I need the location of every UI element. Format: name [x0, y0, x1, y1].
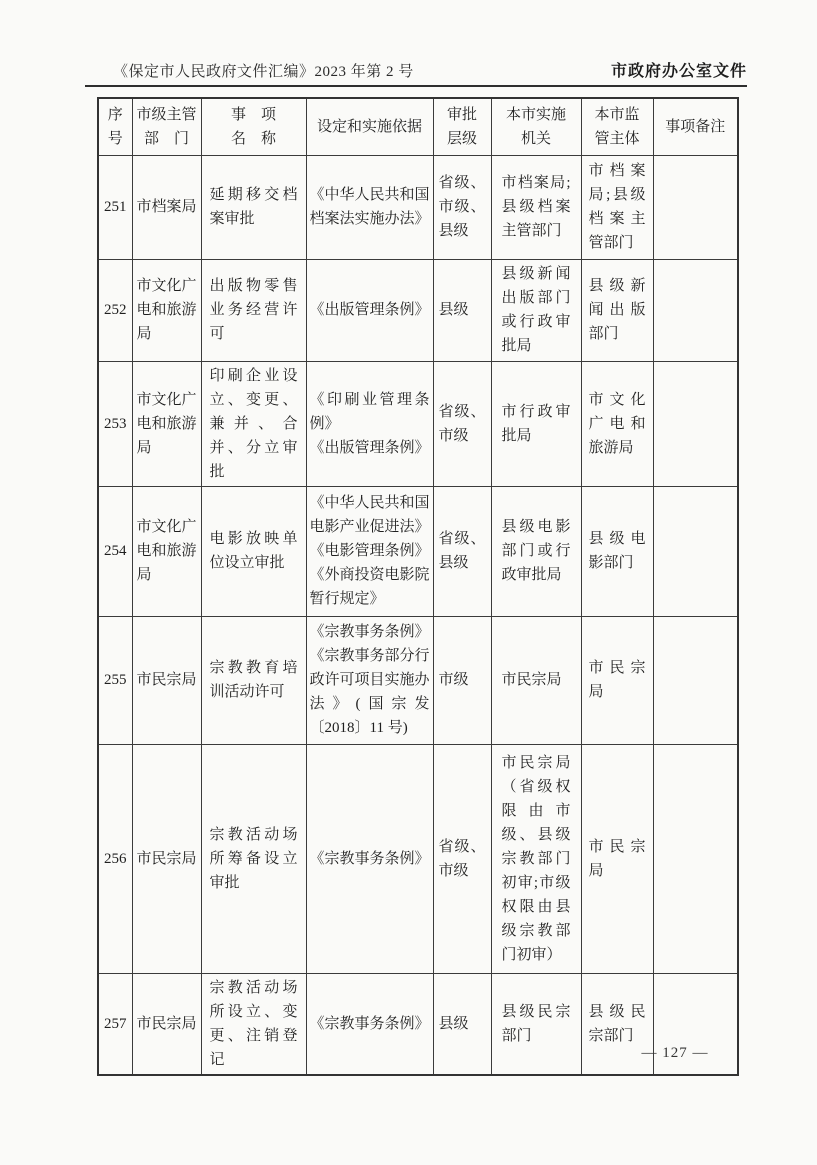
cell-implementer: 市民宗局（省级权限由市级、县级宗教部门初审;市级权限由县级宗教部门初审） [491, 744, 581, 973]
cell-level: 市级 [433, 616, 491, 744]
col-header-seq: 序 号 [98, 98, 132, 155]
cell-remark [653, 361, 738, 486]
cell-item: 印刷企业设立、变更、兼并、合并、分立审批 [201, 361, 306, 486]
col-header-item: 事 项 名 称 [201, 98, 306, 155]
cell-seq: 256 [98, 744, 132, 973]
cell-remark [653, 616, 738, 744]
cell-basis: 《中华人民共和国电影产业促进法》 《电影管理条例》 《外商投资电影院暂行规定》 [306, 486, 433, 616]
cell-level: 省级、市级 [433, 361, 491, 486]
page-number: — 127 — [641, 1045, 709, 1061]
table-row-253 [98, 361, 738, 486]
table-row-251 [98, 155, 738, 259]
cell-dept: 市文化广电和旅游局 [132, 361, 201, 486]
running-head [85, 58, 747, 81]
cell-supervisor: 县级电影部门 [581, 486, 653, 616]
cell-seq: 257 [98, 973, 132, 1075]
cell-item: 出版物零售业务经营许可 [201, 259, 306, 361]
cell-dept: 市民宗局 [132, 616, 201, 744]
cell-supervisor: 市档案局;县级档案主管部门 [581, 155, 653, 259]
cell-seq: 251 [98, 155, 132, 259]
col-header-remark: 事项备注 [653, 98, 738, 155]
cell-supervisor: 市民宗局 [581, 616, 653, 744]
cell-implementer: 市行政审批局 [491, 361, 581, 486]
table-header-row [98, 98, 738, 155]
cell-implementer: 县级新闻出版部门或行政审批局 [491, 259, 581, 361]
header-rule [85, 85, 747, 87]
cell-supervisor: 市民宗局 [581, 744, 653, 973]
cell-level: 县级 [433, 259, 491, 361]
cell-dept: 市文化广电和旅游局 [132, 259, 201, 361]
cell-basis: 《出版管理条例》 [306, 259, 433, 361]
cell-seq: 255 [98, 616, 132, 744]
cell-level: 省级、县级 [433, 486, 491, 616]
cell-remark [653, 155, 738, 259]
cell-item: 宗教教育培训活动许可 [201, 616, 306, 744]
cell-remark [653, 486, 738, 616]
cell-item: 宗教活动场所筹备设立审批 [201, 744, 306, 973]
cell-implementer: 县级电影部门或行政审批局 [491, 486, 581, 616]
cell-dept: 市民宗局 [132, 973, 201, 1075]
cell-level: 县级 [433, 973, 491, 1075]
approval-items-table [97, 97, 739, 1076]
col-header-dept: 市级主管 部 门 [132, 98, 201, 155]
cell-item: 宗教活动场所设立、变更、注销登记 [201, 973, 306, 1075]
cell-item: 电影放映单位设立审批 [201, 486, 306, 616]
cell-remark [653, 744, 738, 973]
cell-level: 省级、市级 [433, 744, 491, 973]
cell-implementer: 市档案局;县级档案主管部门 [491, 155, 581, 259]
col-header-basis: 设定和实施依据 [306, 98, 433, 155]
col-header-level: 审批 层级 [433, 98, 491, 155]
cell-implementer: 市民宗局 [491, 616, 581, 744]
table-row-254 [98, 486, 738, 616]
cell-supervisor: 县级新闻出版部门 [581, 259, 653, 361]
cell-dept: 市档案局 [132, 155, 201, 259]
document-category-title: 市政府办公室文件 [610, 63, 747, 80]
table-row-256 [98, 744, 738, 973]
cell-seq: 252 [98, 259, 132, 361]
cell-remark [653, 259, 738, 361]
cell-basis: 《中华人民共和国档案法实施办法》 [306, 155, 433, 259]
cell-dept: 市民宗局 [132, 744, 201, 973]
cell-seq: 254 [98, 486, 132, 616]
table-row-255 [98, 616, 738, 744]
table-row-252 [98, 259, 738, 361]
cell-level: 省级、市级、县级 [433, 155, 491, 259]
cell-basis: 《宗教事务条例》 [306, 973, 433, 1075]
col-header-supervisor: 本市监 管主体 [581, 98, 653, 155]
cell-seq: 253 [98, 361, 132, 486]
cell-item: 延期移交档案审批 [201, 155, 306, 259]
cell-supervisor: 县级民宗部门 [581, 973, 653, 1075]
col-header-implementer: 本市实施 机关 [491, 98, 581, 155]
cell-basis: 《印刷业管理条例》 《出版管理条例》 [306, 361, 433, 486]
cell-dept: 市文化广电和旅游局 [132, 486, 201, 616]
cell-implementer: 县级民宗部门 [491, 973, 581, 1075]
cell-supervisor: 市文化广电和旅游局 [581, 361, 653, 486]
cell-basis: 《宗教事务条例》 《宗教事务部分行政许可项目实施办法》(国宗发〔2018〕11 号) [306, 616, 433, 744]
cell-basis: 《宗教事务条例》 [306, 744, 433, 973]
compilation-title: 《保定市人民政府文件汇编》2023 年第 2 号 [113, 64, 414, 80]
